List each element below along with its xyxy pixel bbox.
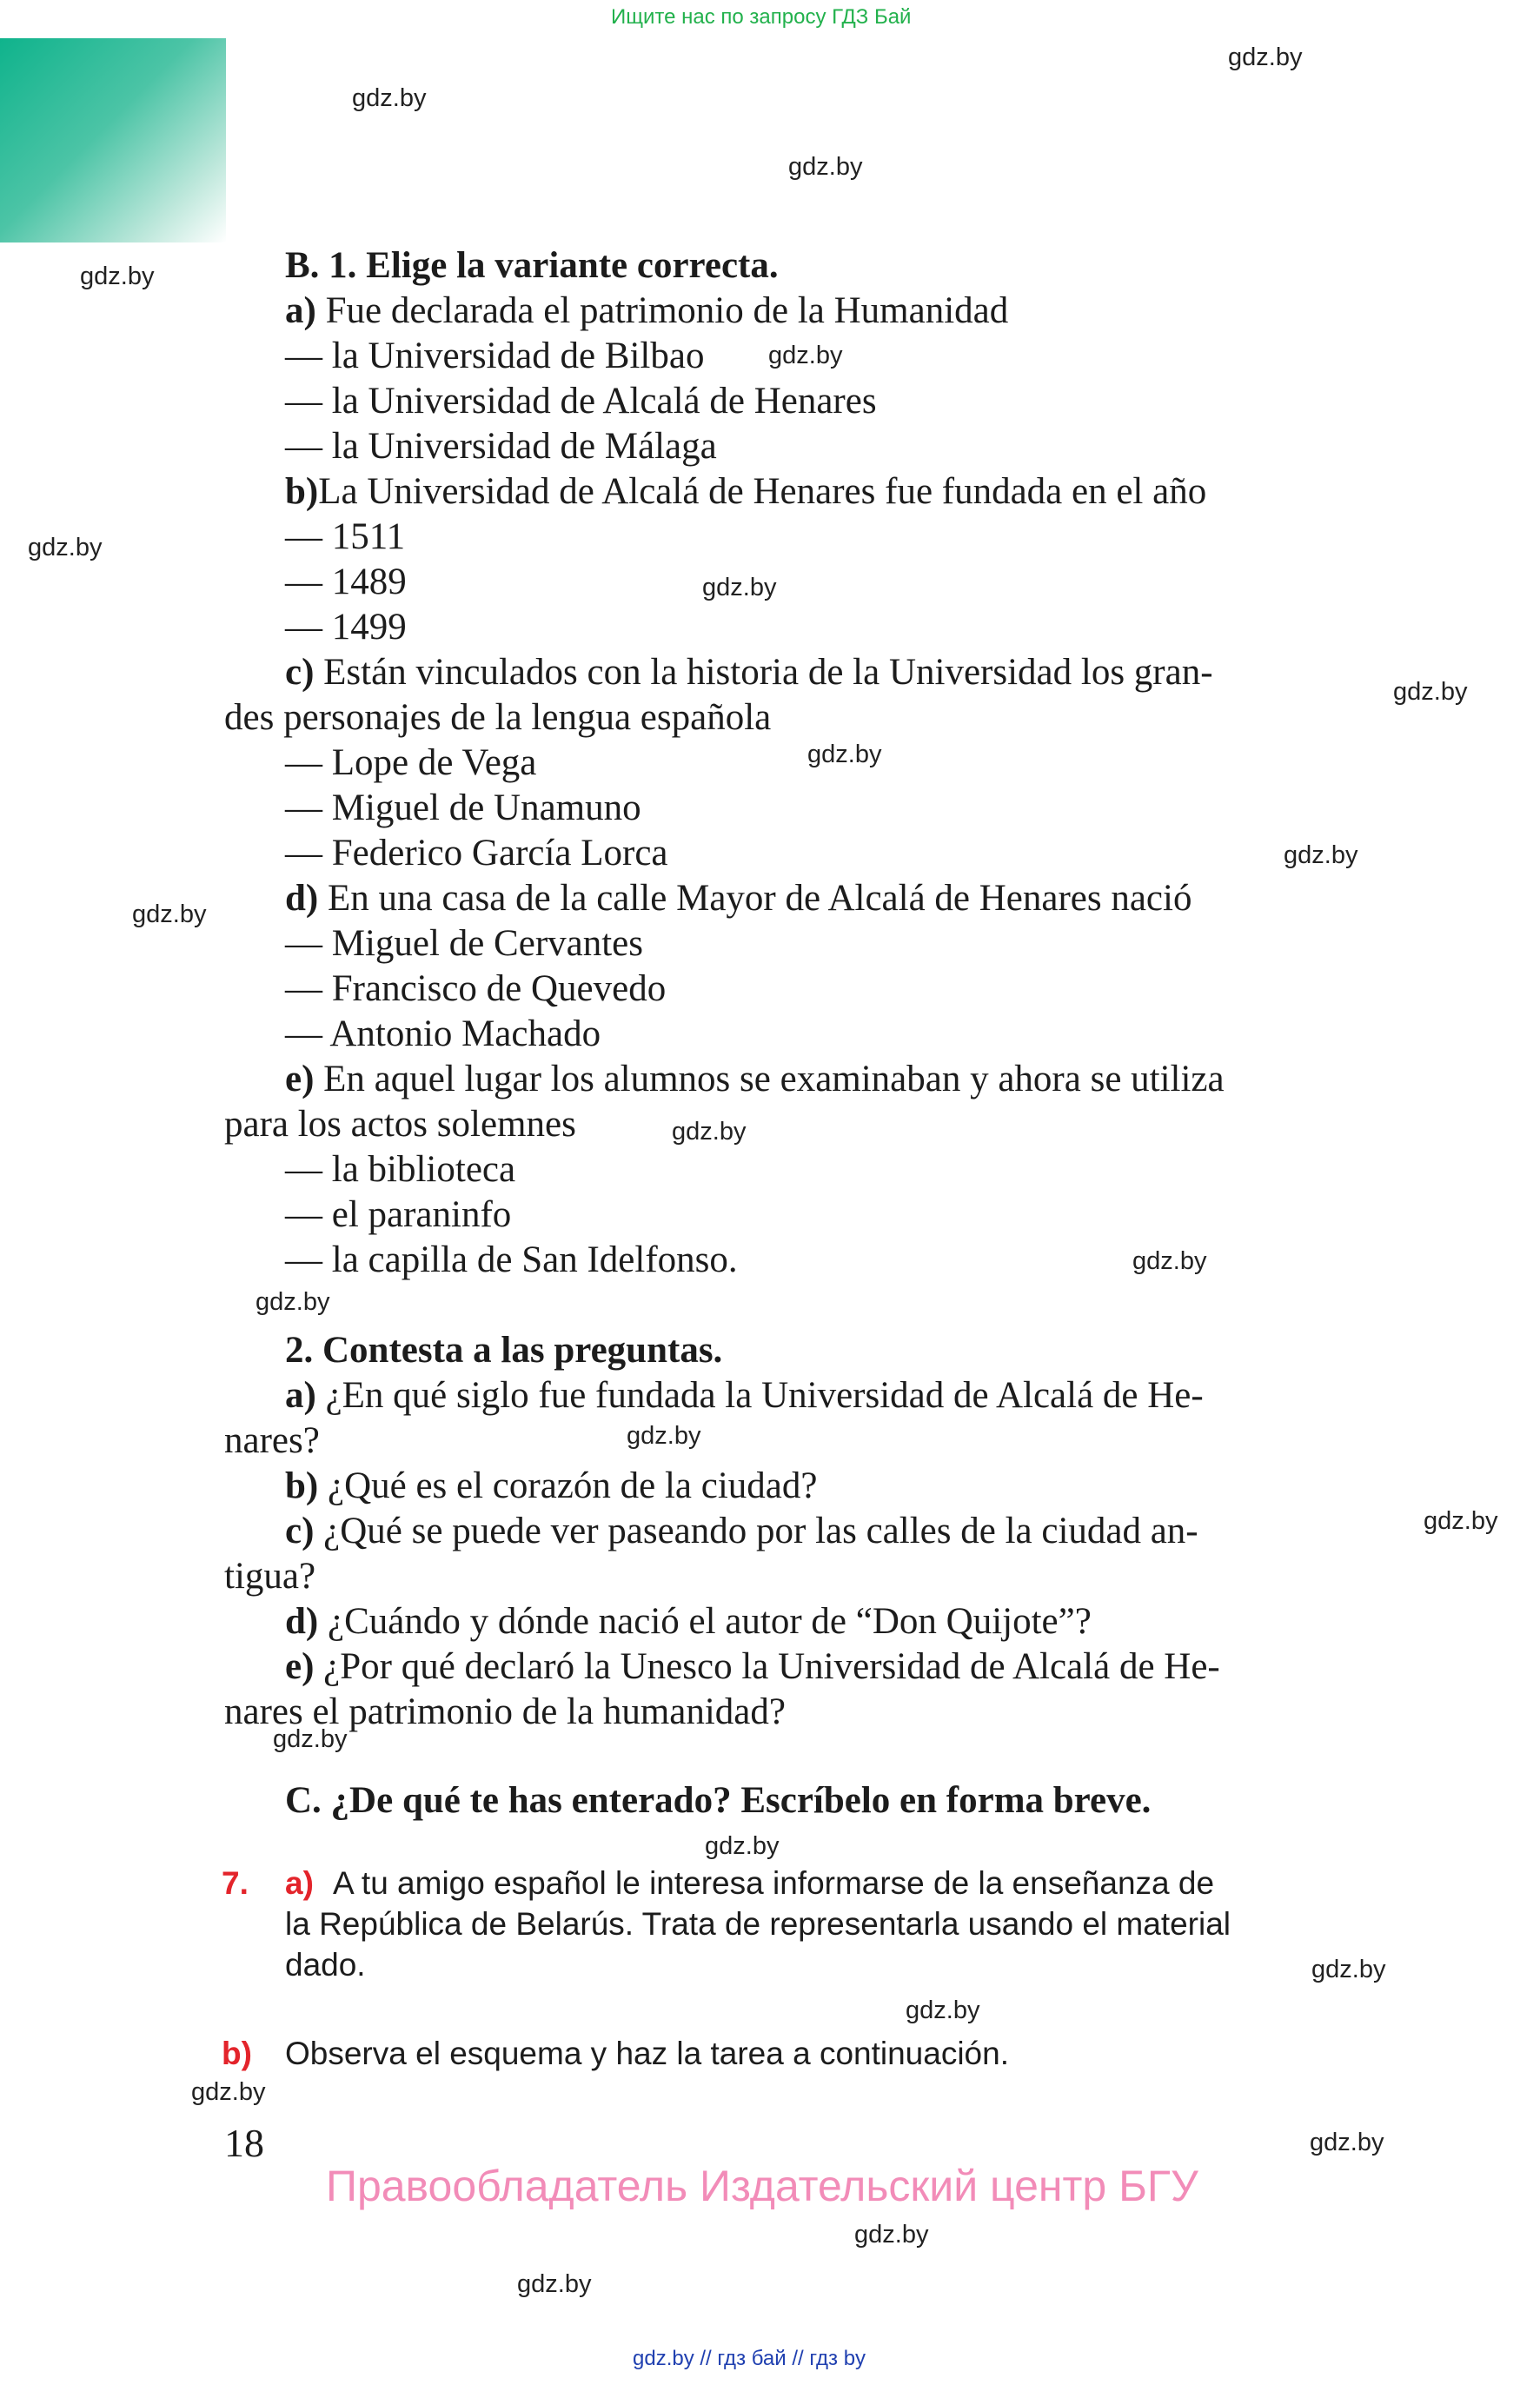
watermark: gdz.by bbox=[768, 342, 843, 369]
question-e-line2: para los actos solemnes bbox=[224, 1104, 576, 1145]
option: — Federico García Lorca bbox=[285, 833, 668, 874]
question-e: e) En aquel lugar los alumnos se examinaban y ahora se utiliza bbox=[285, 1059, 1225, 1099]
watermark: gdz.by bbox=[906, 1996, 980, 2024]
question-2a: a) ¿En qué siglo fue fundada la Universidad de Alcalá de He- bbox=[285, 1375, 1204, 1416]
question-2a-line2: nares? bbox=[224, 1420, 320, 1461]
question-2b: b) ¿Qué es el corazón de la ciudad? bbox=[285, 1465, 818, 1506]
option: — Antonio Machado bbox=[285, 1013, 601, 1054]
watermark: gdz.by bbox=[28, 534, 103, 561]
question-b: b)La Universidad de Alcalá de Henares fue fundada en el año bbox=[285, 471, 1207, 512]
task-7a-marker: a) bbox=[285, 1865, 314, 1901]
watermark: gdz.by bbox=[702, 574, 777, 601]
option: — 1489 bbox=[285, 561, 407, 602]
option: — Francisco de Quevedo bbox=[285, 968, 667, 1009]
option: — la biblioteca bbox=[285, 1149, 516, 1190]
task-7a-line1: A tu amigo español le interesa informarse de la enseñanza de bbox=[333, 1865, 1215, 1901]
watermark: gdz.by bbox=[1228, 43, 1303, 71]
watermark: gdz.by bbox=[1311, 1956, 1386, 1983]
watermark: gdz.by bbox=[854, 2221, 929, 2249]
watermark: gdz.by bbox=[1424, 1507, 1498, 1535]
watermark: gdz.by bbox=[672, 1118, 747, 1146]
header-search-text: Ищите нас по запросу ГДЗ Бай bbox=[611, 5, 912, 29]
option: — el paraninfo bbox=[285, 1194, 512, 1235]
watermark: gdz.by bbox=[705, 1832, 780, 1860]
watermark: gdz.by bbox=[1284, 841, 1358, 869]
task-7a-line3: dado. bbox=[285, 1947, 366, 1983]
watermark: gdz.by bbox=[191, 2078, 266, 2106]
watermark: gdz.by bbox=[1310, 2129, 1384, 2156]
question-d: d) En una casa de la calle Mayor de Alcalá de Henares nació bbox=[285, 878, 1192, 919]
task-7a-line2: la República de Belarús. Trata de representarla usando el material bbox=[285, 1906, 1231, 1942]
page-number: 18 bbox=[224, 2121, 264, 2165]
option: — Miguel de Cervantes bbox=[285, 923, 643, 964]
task-number: 7. bbox=[222, 1865, 249, 1901]
question-c: c) Están vinculados con la historia de la Universidad los gran- bbox=[285, 652, 1213, 693]
question-a: a) Fue declarada el patrimonio de la Humanidad bbox=[285, 290, 1009, 331]
task-7b-text: Observa el esquema y haz la tarea a continuación. bbox=[285, 2036, 1009, 2071]
question-2d: d) ¿Cuándo y dónde nació el autor de “Don Quijote”? bbox=[285, 1601, 1092, 1642]
watermark: gdz.by bbox=[807, 741, 882, 768]
watermark: gdz.by bbox=[627, 1422, 701, 1450]
exercise-c-title: C. ¿De qué te has enterado? Escríbelo en forma breve. bbox=[285, 1780, 1152, 1821]
exercise-2-title: 2. Contesta a las preguntas. bbox=[285, 1330, 723, 1371]
watermark: gdz.by bbox=[256, 1288, 330, 1316]
question-2c-line2: tigua? bbox=[224, 1556, 316, 1597]
question-2e-line2: nares el patrimonio de la humanidad? bbox=[224, 1691, 786, 1732]
option: — 1511 bbox=[285, 516, 406, 557]
copyright-text: Правообладатель Издательский центр БГУ bbox=[326, 2162, 1198, 2210]
watermark: gdz.by bbox=[788, 153, 863, 181]
watermark: gdz.by bbox=[132, 900, 207, 928]
watermark: gdz.by bbox=[273, 1725, 348, 1753]
task-7b-marker: b) bbox=[222, 2036, 252, 2071]
watermark: gdz.by bbox=[352, 84, 427, 112]
option: — 1499 bbox=[285, 607, 407, 648]
option: — Lope de Vega bbox=[285, 742, 537, 783]
watermark: gdz.by bbox=[517, 2270, 592, 2298]
watermark: gdz.by bbox=[80, 262, 155, 290]
option: — la Universidad de Alcalá de Henares bbox=[285, 381, 877, 422]
question-2c: c) ¿Qué se puede ver paseando por las calles de la ciudad an- bbox=[285, 1511, 1198, 1551]
option: — la capilla de San Idelfonso. bbox=[285, 1239, 738, 1280]
watermark: gdz.by bbox=[1132, 1247, 1207, 1275]
option: — la Universidad de Málaga bbox=[285, 426, 717, 467]
footer-links[interactable]: gdz.by // гдз бай // гдз by bbox=[633, 2347, 866, 2370]
option: — Miguel de Unamuno bbox=[285, 787, 641, 828]
option: — la Universidad de Bilbao bbox=[285, 335, 705, 376]
question-c-line2: des personajes de la lengua española bbox=[224, 697, 772, 738]
exercise-b-title: B. 1. Elige la variante correcta. bbox=[285, 245, 779, 286]
watermark: gdz.by bbox=[1393, 678, 1468, 706]
corner-decoration bbox=[0, 38, 226, 242]
question-2e: e) ¿Por qué declaró la Unesco la Universidad de Alcalá de He- bbox=[285, 1646, 1220, 1687]
